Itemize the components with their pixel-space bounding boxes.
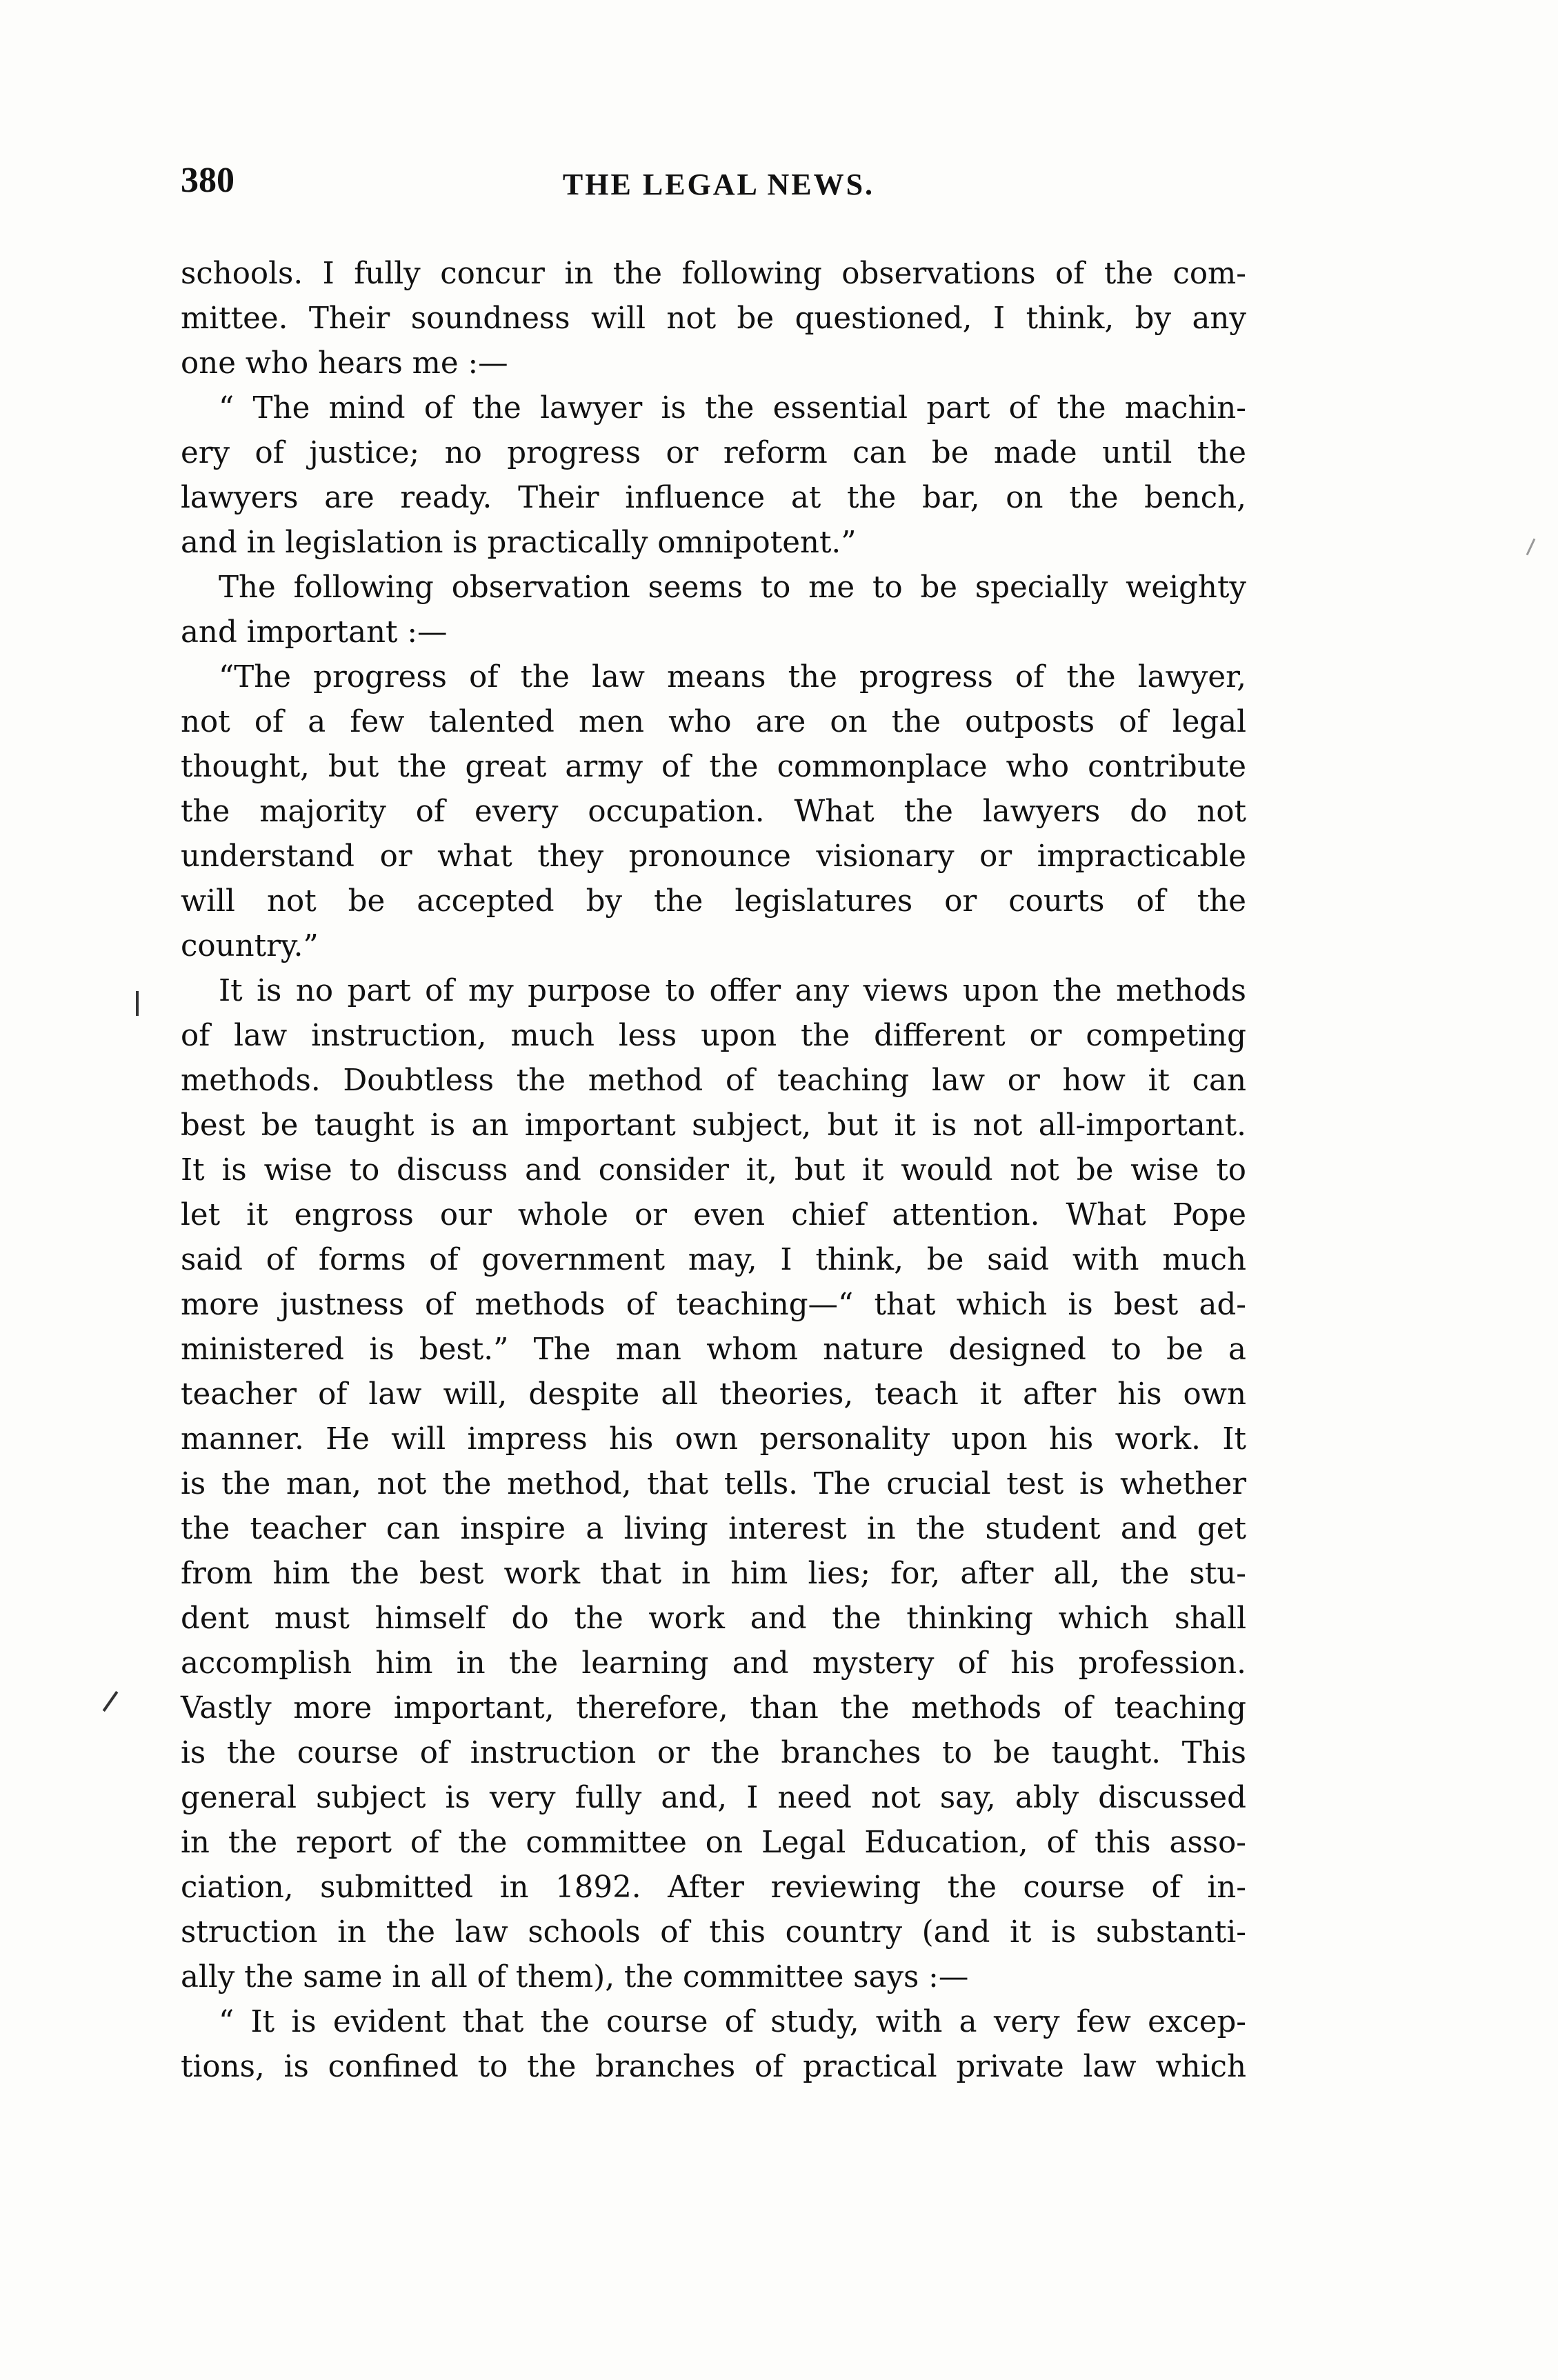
margin-mark <box>103 1691 119 1712</box>
text-line: It is no part of my purpose to offer any views upon the methods <box>219 974 1246 1008</box>
text-line: mittee. Their soundness will not be questioned, I think, by any <box>181 301 1246 336</box>
text-line: said of forms of government may, I think, be said with much <box>181 1243 1246 1277</box>
text-line: not of a few talented men who are on the outposts of legal <box>181 705 1246 739</box>
text-line: It is wise to discuss and consider it, but it would not be wise to <box>181 1153 1246 1188</box>
text-line: best be taught is an important subject, but it is not all-important. <box>181 1108 1246 1143</box>
text-line: understand or what they pronounce visionary or impracticable <box>181 839 1246 874</box>
text-line: manner. He will impress his own personality upon his work. It <box>181 1422 1246 1457</box>
text-line: and important :— <box>181 615 448 650</box>
text-line: schools. I fully concur in the following observations of the com- <box>181 257 1246 291</box>
text-line: teacher of law will, despite all theories, teach it after his own <box>181 1377 1246 1412</box>
page-number: 380 <box>181 161 234 200</box>
text-line: will not be accepted by the legislatures or courts of the <box>181 884 1246 919</box>
text-line: methods. Doubtless the method of teaching law or how it can <box>181 1063 1246 1098</box>
text-line: thought, but the great army of the commonplace who contribute <box>181 750 1246 784</box>
text-line: is the course of instruction or the branches to be taught. This <box>181 1736 1246 1770</box>
text-line: “The progress of the law means the progress of the lawyer, <box>219 660 1246 694</box>
body-text <box>181 252 1246 2090</box>
text-line: from him the best work that in him lies; for, after all, the stu- <box>181 1557 1246 1591</box>
text-line: dent must himself do the work and the thinking which shall <box>181 1601 1246 1636</box>
margin-mark <box>1526 539 1536 556</box>
text-line: ciation, submitted in 1892. After reviewing the course of in- <box>181 1870 1246 1905</box>
text-line: of law instruction, much less upon the different or competing <box>181 1019 1246 1053</box>
running-head: THE LEGAL NEWS. <box>562 168 875 201</box>
text-line: general subject is very fully and, I need not say, ably discussed <box>181 1781 1246 1815</box>
text-line: Vastly more important, therefore, than the methods of teaching <box>181 1691 1246 1726</box>
text-line: “ It is evident that the course of study, with a very few excep- <box>219 2005 1246 2039</box>
text-line: accomplish him in the learning and mystery of his profession. <box>181 1646 1246 1681</box>
text-line: one who hears me :— <box>181 346 508 381</box>
text-line: the teacher can inspire a living interest in the student and get <box>181 1512 1246 1546</box>
text-line: “ The mind of the lawyer is the essential part of the machin- <box>219 391 1246 426</box>
text-line: tions, is confined to the branches of practical private law which <box>181 2050 1246 2084</box>
text-line: The following observation seems to me to be specially weighty <box>219 570 1246 605</box>
text-line: in the report of the committee on Legal Education, of this asso- <box>181 1826 1246 1860</box>
text-line: country.” <box>181 929 319 963</box>
text-line: ally the same in all of them), the committee says :— <box>181 1960 969 1994</box>
text-line: and in legislation is practically omnipotent.” <box>181 526 857 560</box>
text-line: is the man, not the method, that tells. The crucial test is whether <box>181 1467 1246 1501</box>
page-header <box>181 160 1257 208</box>
text-line: lawyers are ready. Their influence at the bar, on the bench, <box>181 481 1246 515</box>
text-line: more justness of methods of teaching—“ that which is best ad- <box>181 1288 1246 1322</box>
margin-mark <box>136 991 139 1016</box>
text-line: struction in the law schools of this country (and it is substanti- <box>181 1915 1246 1950</box>
text-line: ery of justice; no progress or reform can be made until the <box>181 436 1246 470</box>
text-line: the majority of every occupation. What the lawyers do not <box>181 794 1246 829</box>
text-line: let it engross our whole or even chief attention. What Pope <box>181 1198 1246 1232</box>
text-line: ministered is best.” The man whom nature designed to be a <box>181 1332 1246 1367</box>
